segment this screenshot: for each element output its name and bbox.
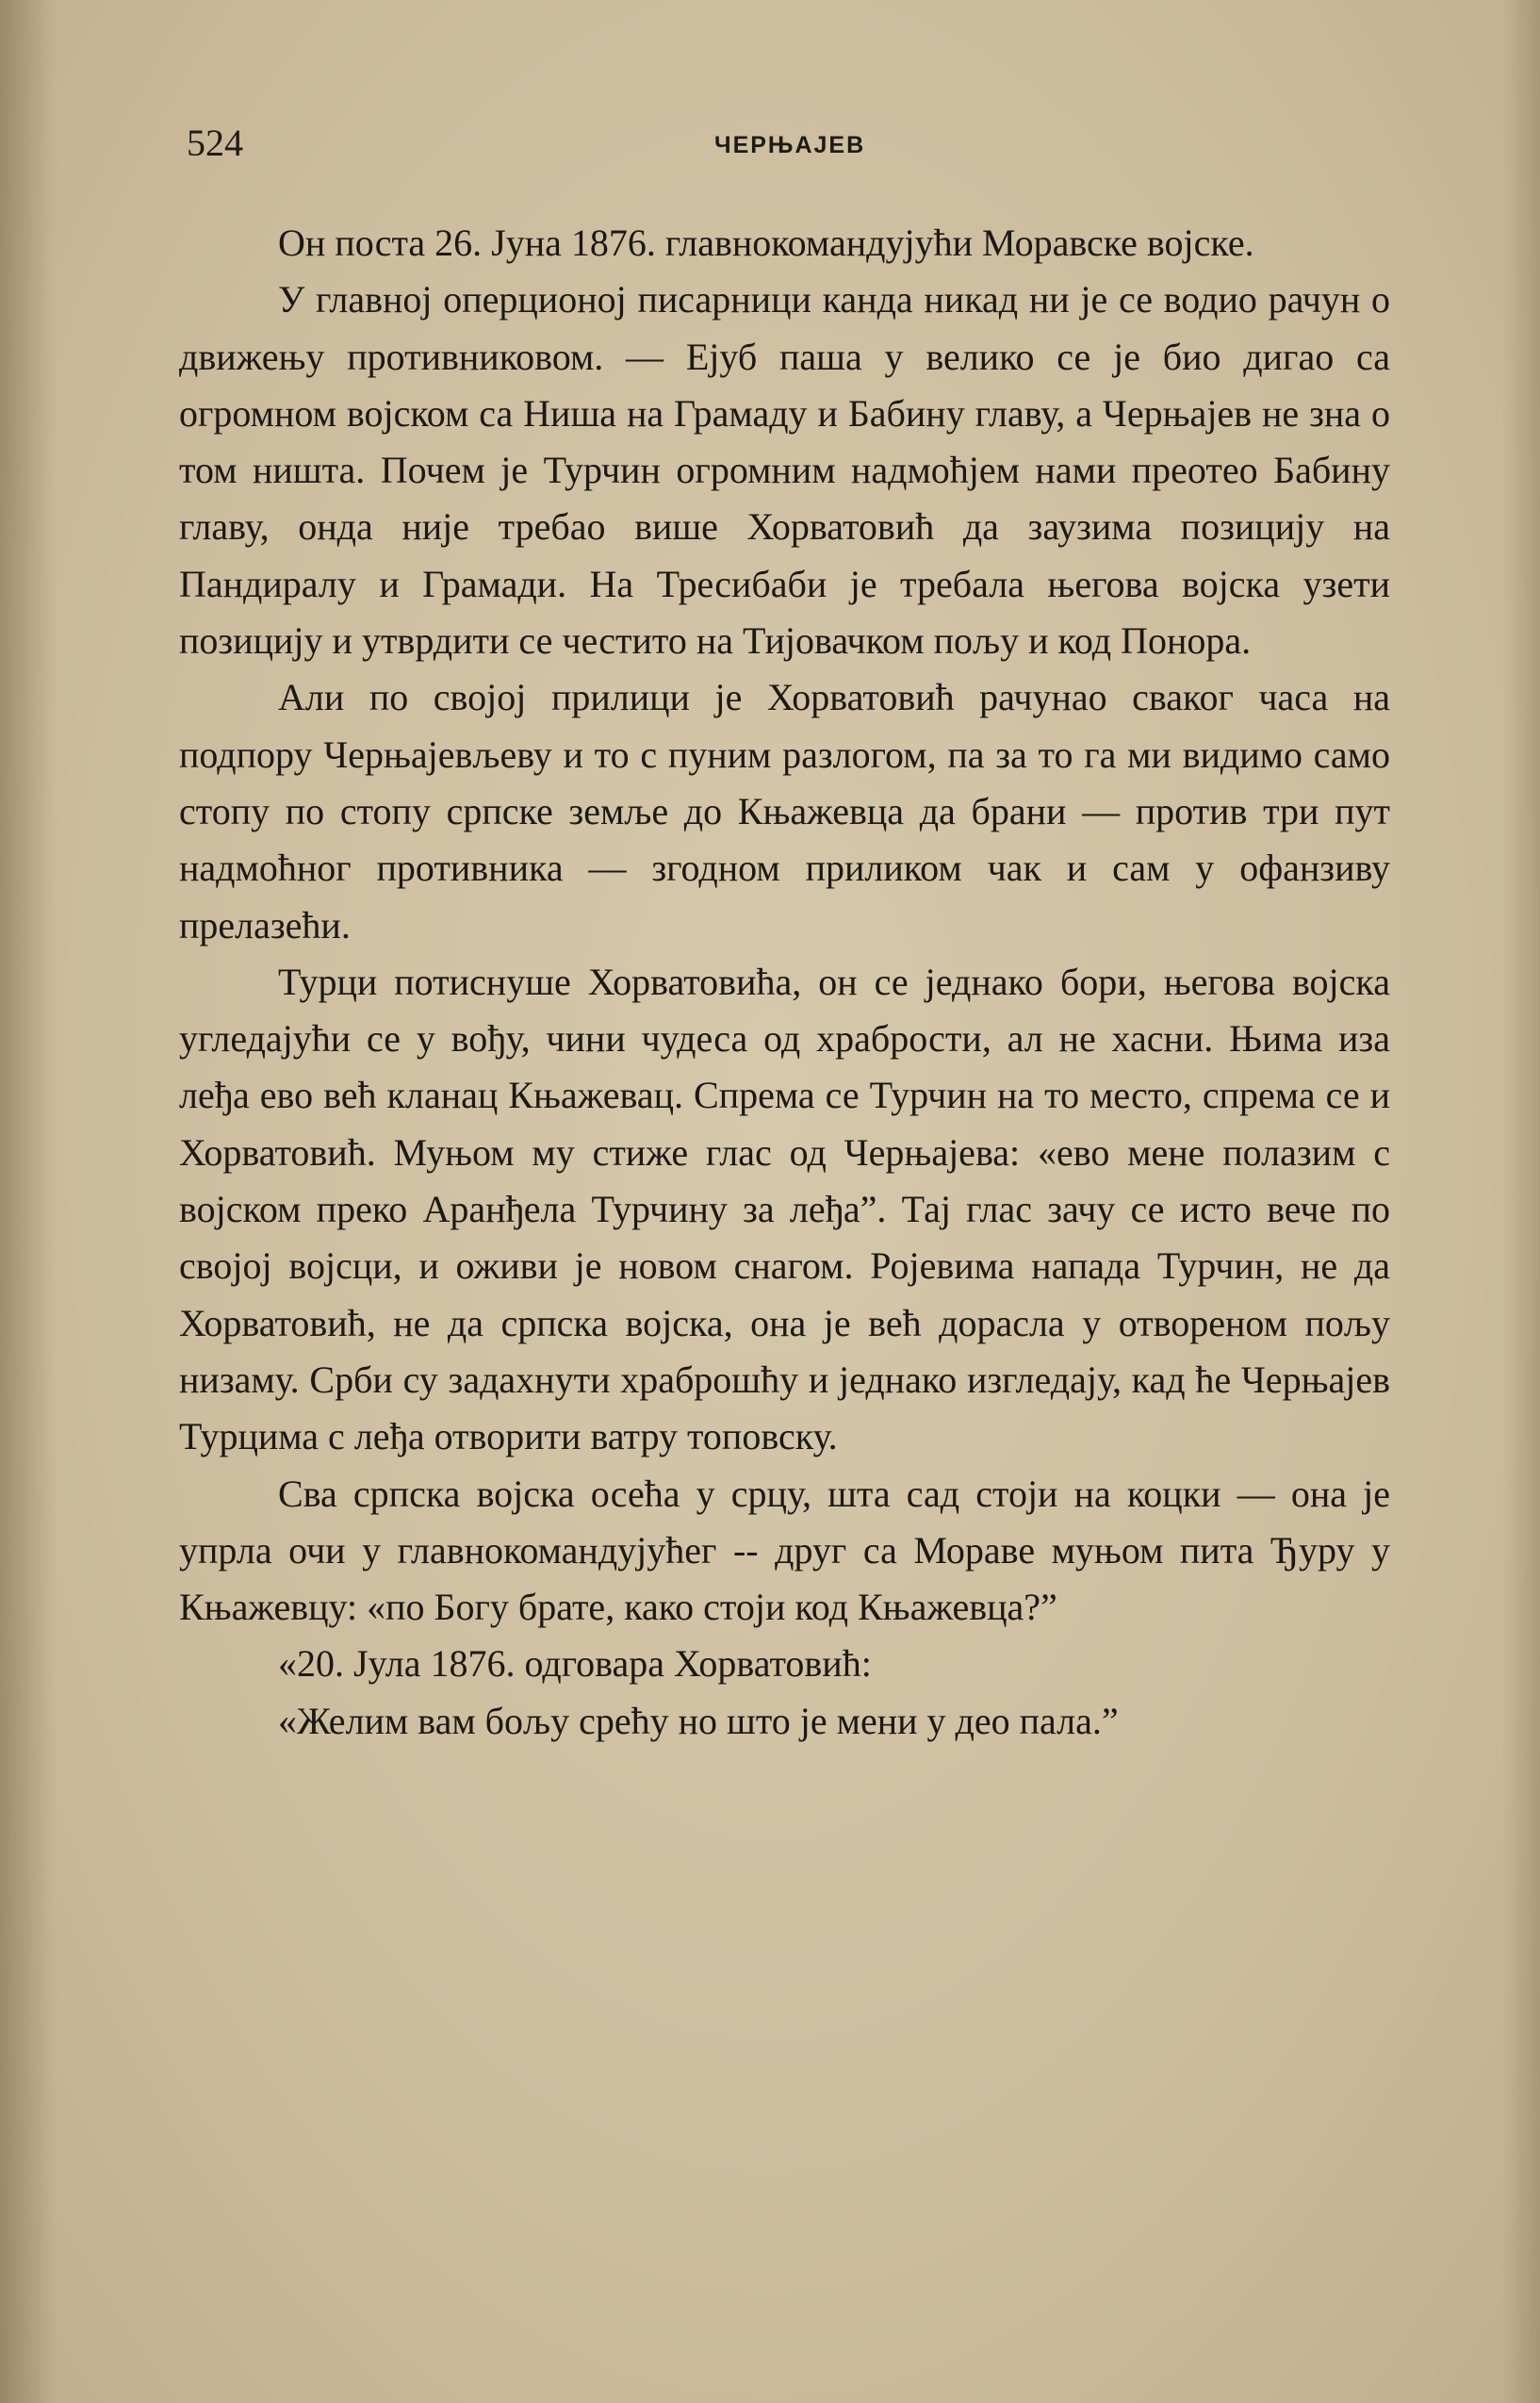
paragraph: Али по својој прилици је Хорватовић рачунао сваког часа на подпору Черњајевљеву и то с пуним разлогом, па за то га ми видимо само стопу по стопу српске земље до Књажевца да брани — против три пут надмоћног противника — згодном приликом чак и сам у офанзиву прелазећи.: [179, 676, 1390, 946]
quote-line: «20. Јула 1876. одговара Хорватовић:: [278, 1642, 872, 1686]
page-header: [187, 121, 1393, 168]
quote-line: «Желим вам бољу срећу но што је мени у део пала.”: [278, 1699, 1119, 1742]
binding-shadow: [0, 0, 57, 2403]
page-number: 524: [187, 122, 243, 164]
body-text: [179, 215, 1390, 1750]
paragraph: Он поста 26. Јуна 1876. главнокомандујући Моравске војске.: [278, 222, 1254, 264]
paragraph: Турци потиснуше Хорватовића, он се једнако бори, његова војска угледајући се у вођу, чини чудеса од храбрости, ал не хасни. Њима иза леђа ево већ кланац Књажевац. Спрема се Турчин на то место, спрема се и Хорватовић. Муњом му стиже глас од Черњајева: «ево мене полазим с војском преко Аранђела Турчину за леђа”. Тај глас зачу се исто вече по својој војсци, и оживи је новом снагом. Ројевима напада Турчин, не да Хорватовић, не да српска војска, она је већ дорасла у отвореном пољу низаму. Срби су задахнути храброшћу и једнако изгледају, кад ће Черњајев Турцима с леђа отворити ватру топовску.: [179, 960, 1390, 1458]
page-edge-shadow: [1502, 0, 1540, 2403]
running-head: ЧЕРЊАЈЕВ: [714, 132, 866, 158]
paragraph: У главној оперционој писарници канда никад ни је се водио рачун о движењу противниковом. — Ејуб паша у велико се је био дигао са огромном војском са Ниша на Грамаду и Бабину главу, а Черњајев не зна о том ништа. Почем је Турчин огромним надмоћјем нами преотео Бабину главу, онда није требао више Хорватовић да заузима позицију на Пандиралу и Грамади. На Тресибаби је требала његова војска узети позицију и утврдити се честито на Тијовачком пољу и код Понора.: [179, 278, 1390, 663]
paragraph: Сва српска војска осећа у срцу, шта сад стоји на коцки — она је упрла очи у главнокомандујућег -- друг са Мораве муњом пита Ђуру у Књажевцу: «по Богу брате, како стоји код Књажевца?”: [179, 1472, 1390, 1629]
